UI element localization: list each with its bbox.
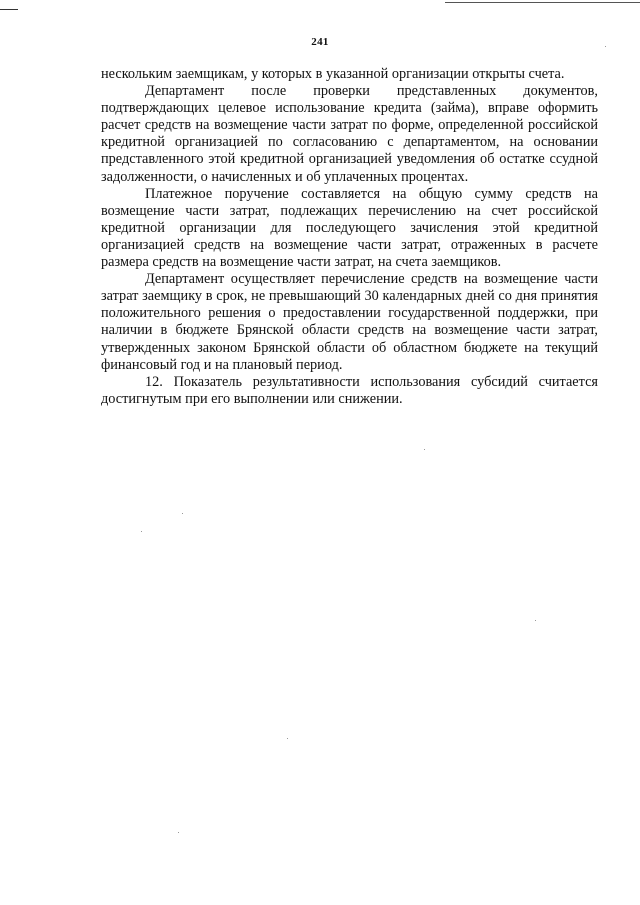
scan-speck — [141, 531, 142, 532]
paragraph-item-12: 12. Показатель результативности использования субсидий считается достигнутым при его выполнении или снижении. — [101, 373, 598, 407]
scan-speck — [182, 513, 183, 514]
scan-speck — [424, 449, 425, 450]
scan-speck — [605, 46, 606, 47]
paragraph-calculation: Департамент после проверки представленных документов, подтверждающих целевое использование кредита (займа), вправе оформить расчет средств на возмещение части затрат по форме, определенной российской кредитной организацией по согласованию с департаментом, на основании представленного этой кредитной организацией уведомления об остатке ссудной задолженности, о начисленных и об уплаченных процентах. — [101, 83, 598, 185]
scan-edge-line — [445, 2, 640, 3]
page-number: 241 — [311, 36, 329, 48]
paragraph-payment-order: Платежное поручение составляется на общую сумму средств на возмещение части затрат, подлежащих перечислению на счет российской кредитной организации для последующего зачисления этой кредитной организацией средств на возмещение части затрат, отраженных в расчете размера средств на возмещение части затрат, на счета заемщиков. — [101, 185, 598, 271]
paragraph-transfer: Департамент осуществляет перечисление средств на возмещение части затрат заемщику в срок, не превышающий 30 календарных дней со дня принятия положительного решения о предоставлении государственной поддержки, при наличии в бюджете Брянской области средств на возмещение части затрат, утвержденных законом Брянской области об областном бюджете на текущий финансовый год и на плановый период. — [101, 271, 598, 373]
scan-edge-mark — [0, 9, 18, 10]
document-body — [101, 66, 598, 408]
scan-speck — [287, 738, 288, 739]
paragraph-continuation: нескольким заемщикам, у которых в указанной организации открыты счета. — [101, 66, 565, 82]
scan-speck — [535, 620, 536, 621]
scan-speck — [178, 832, 179, 833]
